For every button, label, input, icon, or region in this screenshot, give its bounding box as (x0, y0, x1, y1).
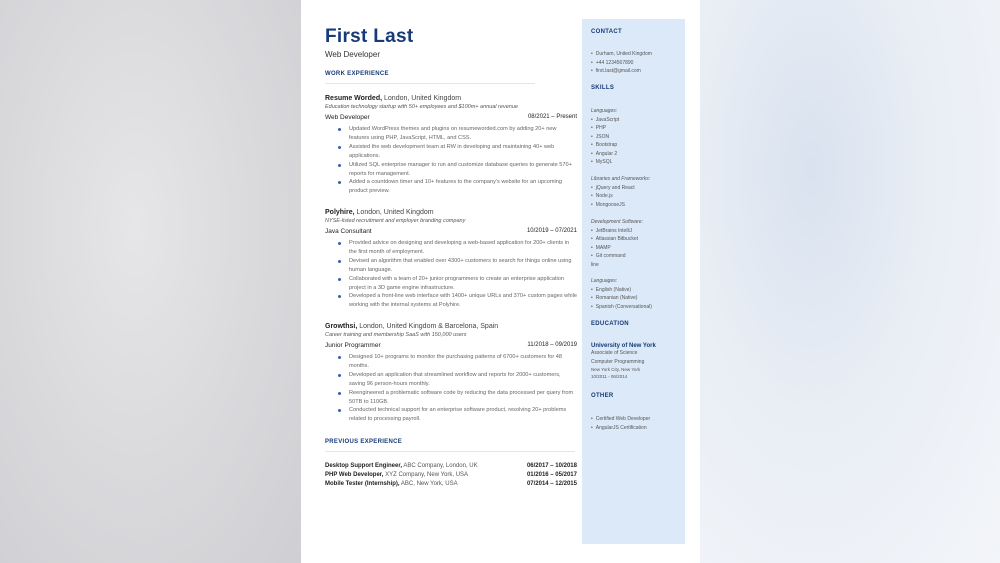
blurred-background-right (686, 0, 1000, 563)
skill-item: • Romanian (Native) (591, 294, 683, 303)
skill-item: • Angular 2 (591, 150, 683, 159)
candidate-title: Web Developer (325, 50, 380, 59)
education-entry (591, 343, 683, 380)
other-heading: OTHER (591, 393, 614, 399)
company-tagline: NYSE-listed recruitment and employer branding company (325, 218, 466, 224)
job-entry (325, 95, 577, 196)
bullet-item: Devised an algorithm that enabled over 4300+ customers to search for things online using human language. (349, 257, 577, 275)
company-tagline: Career training and membership SaaS with 150,000 users (325, 332, 467, 338)
previous-job-detail: XYZ Company, New York, USA (385, 472, 469, 478)
job-entry (325, 323, 577, 424)
skill-item: • jQuery and React (591, 184, 683, 193)
skill-item: • Git command (591, 252, 683, 261)
previous-job-dates: 07/2014 – 12/2015 (526, 481, 577, 487)
other-list (591, 415, 683, 432)
previous-job-row (325, 471, 577, 480)
job-title-row (325, 114, 577, 121)
skill-item: • JavaScript (591, 116, 683, 125)
degree: Associate of Science (591, 350, 638, 356)
bullet-item: Reengineered a problematic software code by reducing the data processed per query from 50TB to 110GB. (349, 389, 577, 407)
previous-job-role: PHP Web Developer, (325, 472, 384, 478)
previous-job-detail: ABC, New York, USA (400, 481, 458, 487)
job-bullets (325, 353, 577, 424)
skill-item: • English (Native) (591, 286, 683, 295)
job-dates: 11/2018 – 09/2019 (527, 342, 577, 348)
company-name: Growthsi, (325, 323, 358, 330)
skill-item: • MAMP (591, 244, 683, 253)
company-line (325, 95, 577, 102)
previous-job-row (325, 462, 577, 471)
skill-item: • Spanish (Conversational) (591, 303, 683, 312)
bullet-item: Developed a front-line web interface with 1400+ unique URLs and 370+ custom pages while working with the internal systems at Polyhire. (349, 293, 577, 309)
contact-heading: CONTACT (591, 29, 622, 35)
job-title: Java Consultant (325, 228, 372, 235)
previous-job-dates: 06/2017 – 10/2018 (526, 463, 577, 469)
divider (325, 83, 535, 84)
skill-item: • PHP (591, 124, 683, 133)
education-dates: 10/2011 - 06/2014 (591, 374, 628, 379)
bullet-item: Collaborated with a team of 20+ junior programmers to create an enterprise application project in a 3D game engine infrastructure. (349, 275, 577, 293)
job-dates: 08/2021 – Present (527, 114, 577, 120)
work-experience-header (325, 71, 577, 84)
skills-libraries (591, 175, 683, 209)
company-name: Resume Worded, (325, 95, 383, 102)
school-location: New York City, New York (591, 367, 641, 372)
education-heading: EDUCATION (591, 321, 629, 327)
bullet-item: Designed 10+ programs to monitor the purchasing patterns of 6700+ customers for 48 months. (349, 353, 577, 371)
previous-experience-list (325, 462, 577, 489)
skills-spoken-languages (591, 277, 683, 311)
previous-job-dates: 01/2016 – 05/2017 (526, 472, 577, 478)
job-entry (325, 209, 577, 310)
skills-dev-software (591, 218, 683, 269)
job-title: Web Developer (325, 114, 370, 121)
other-item: • Certified Web Developer (591, 415, 683, 424)
bullet-item: Utilized SQL enterprise manager to run and customize database queries to generate 570+ reports for management. (349, 161, 577, 179)
job-title-row (325, 342, 577, 349)
school-name: University of New York (591, 343, 656, 349)
job-dates: 10/2019 – 07/2021 (526, 228, 577, 234)
candidate-name: First Last (325, 26, 414, 47)
bullet-item: Updated WordPress themes and plugins on resumeworded.com by adding 20+ new features using PHP, JavaScript, HTML, and CSS. (349, 125, 577, 143)
skill-item: • MongooseJS (591, 201, 683, 210)
skills-heading: SKILLS (591, 85, 615, 91)
previous-job-role: Desktop Support Engineer, (325, 463, 403, 469)
skill-item: • MySQL (591, 158, 683, 167)
bullet-item: Added a countdown timer and 10+ features to the company's website for an upcoming product preview. (349, 178, 577, 196)
blurred-background-left (0, 0, 301, 563)
resume-page (301, 0, 700, 563)
bullet-item: Developed an application that streamlined workflow and reports for 2000+ customers, saving 96 person-hours monthly. (349, 371, 577, 389)
skill-item: • JSON (591, 133, 683, 142)
skills-subheading: Libraries and Frameworks: (591, 176, 651, 182)
contact-email: • first.last@gmail.com (591, 67, 683, 76)
skill-item: • JetBrains IntelliJ (591, 227, 683, 236)
skill-item: • Bootstrap (591, 141, 683, 150)
company-line (325, 209, 577, 216)
other-item: • AngularJS Certification (591, 424, 683, 433)
previous-job-detail: ABC Company, London, UK (403, 463, 478, 469)
company-tagline: Education technology startup with 50+ employees and $100m+ annual revenue (325, 104, 518, 110)
previous-experience-header (325, 439, 577, 452)
bullet-item: Conducted technical support for an enterprise software product, resolving 20+ problems related to processing payroll. (349, 406, 577, 424)
company-location: London, United Kingdom (356, 209, 434, 216)
skills-subheading: Languages: (591, 278, 618, 284)
bullet-item: Provided advice on designing and developing a web-based application for 200+ clients in the first month of employment. (349, 239, 577, 257)
sidebar (582, 19, 685, 544)
contact-phone: • +44 1234567890 (591, 59, 683, 68)
skill-item: • Atlassian Bitbucket (591, 235, 683, 244)
company-name: Polyhire, (325, 209, 355, 216)
company-location: London, United Kingdom (384, 95, 462, 102)
contact-location: • Durham, United Kingdom (591, 50, 683, 59)
previous-experience-heading: PREVIOUS EXPERIENCE (325, 439, 403, 445)
work-experience-heading: WORK EXPERIENCE (325, 71, 389, 77)
job-bullets (325, 125, 577, 196)
company-location: London, United Kingdom & Barcelona, Spain (359, 323, 499, 330)
skill-item-wrap: line (591, 261, 599, 268)
job-title: Junior Programmer (325, 342, 381, 349)
skill-item: • Node.js (591, 192, 683, 201)
contact-list (591, 50, 683, 76)
skills-subheading: Development Software: (591, 219, 643, 225)
previous-job-role: Mobile Tester (Internship), (325, 481, 400, 487)
skills-subheading: Languages: (591, 108, 618, 114)
company-line (325, 323, 577, 330)
job-bullets (325, 239, 577, 310)
degree-field: Computer Programming (591, 358, 645, 365)
bullet-item: Assisted the web development team at RW in developing and maintaining 40+ web applications. (349, 143, 577, 161)
job-title-row (325, 228, 577, 235)
previous-job-row (325, 480, 577, 489)
skills-languages (591, 107, 683, 167)
divider (325, 451, 575, 452)
